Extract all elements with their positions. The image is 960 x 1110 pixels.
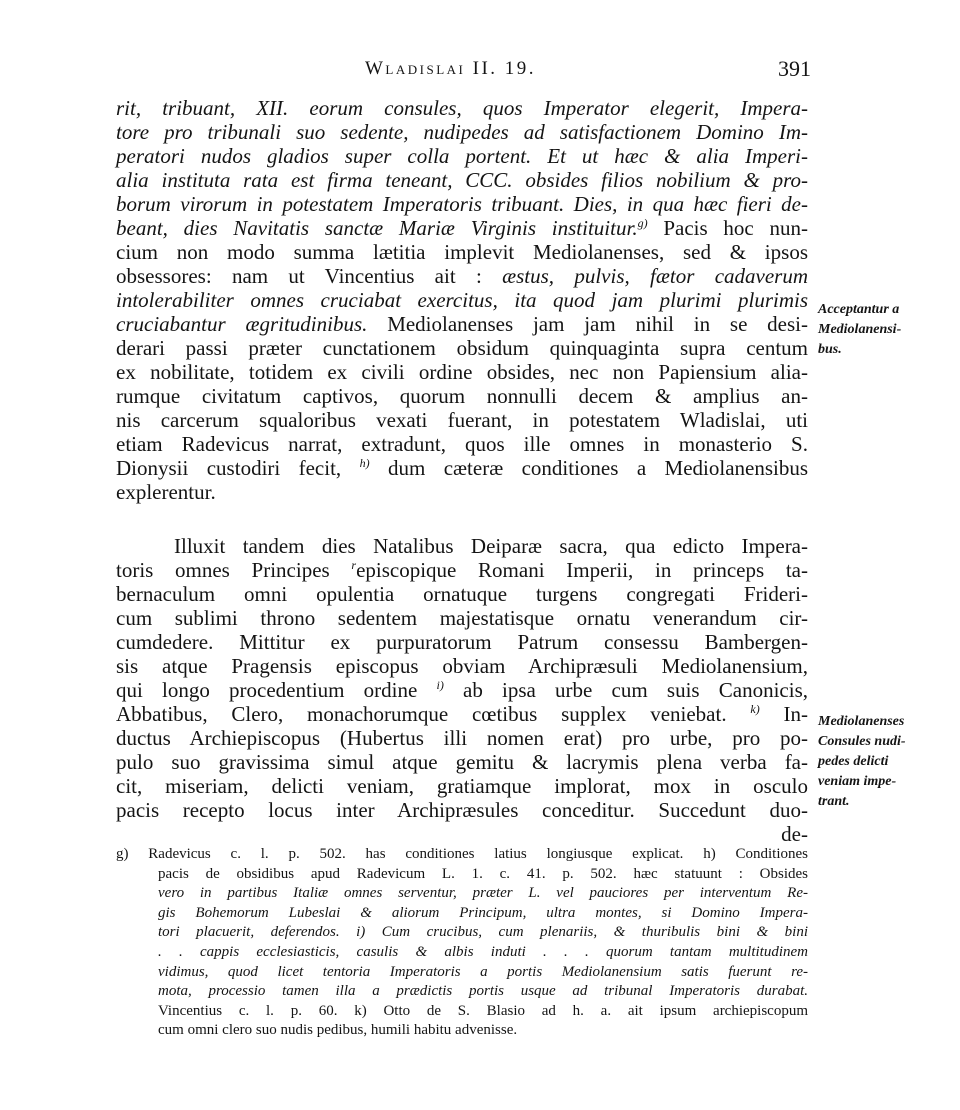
text-span: ab ipsa urbe cum suis Canonicis, [463, 678, 808, 702]
text-line [116, 264, 808, 288]
text-span: Dionysii custodiri fecit, [116, 456, 342, 480]
text-line: ductus Archiepiscopus (Hubertus illi nomen erat) pro urbe, pro po- [116, 726, 808, 750]
footnote-ref-i: i) [436, 678, 444, 692]
footnote-line: pacis de obsidibus apud Radevicum L. 1. c. 41. p. 502. hæc statuunt : Obsides [158, 865, 808, 882]
text-span: Pacis hoc nun- [663, 216, 808, 240]
paragraph-1 [116, 96, 808, 504]
text-line [116, 558, 808, 582]
footnotes [116, 845, 808, 1041]
text-line: pulo suo gravissima simul atque gemitu & lacrymis plena verba fa- [116, 750, 808, 774]
text-line: cit, miseriam, delicti veniam, gratiamque implorat, mox in osculo [116, 774, 808, 798]
text-line [116, 678, 808, 702]
margin-note-line: Mediolanensi- [818, 322, 902, 337]
page-header [0, 58, 960, 88]
footnote-ref-g: g) [637, 216, 648, 230]
text-line: etiam Radevicus narrat, extradunt, quos ille omnes in monasterio S. [116, 432, 808, 456]
text-line: cum sublimi throno sedentem majestatisque ornatu venerandum cir- [116, 606, 808, 630]
text-line: intolerabiliter omnes cruciabat exercitus, ita quod jam plurimi plurimis [116, 288, 808, 312]
footnote-line: gis Bohemorum Lubeslai & aliorum Principum, ultra montes, si Domino Impera- [158, 904, 808, 921]
margin-note-line: trant. [818, 794, 850, 809]
text-span: episcopique Romani Imperii, in princeps ta- [356, 558, 808, 582]
footnote-line: vero in partibus Italiæ omnes serventur, præter L. vel pauciores per interventum Re- [158, 885, 808, 902]
text-line: Illuxit tandem dies Natalibus Deiparæ sacra, qua edicto Impera- [174, 534, 808, 558]
text-line: nis carcerum squaloribus vexati fuerant, in potestatem Wladislai, uti [116, 408, 808, 432]
text-line: pacis recepto locus inter Archipræsules conceditur. Succedunt duo- [116, 798, 808, 822]
footnote-line: Vincentius c. l. p. 60. k) Otto de S. Blasio ad h. a. ait ipsum archiepiscopum [158, 1002, 808, 1019]
quotation: cruciabantur ægritudinibus. [116, 312, 368, 336]
footnote-line: vidimus, quod licet tentoria Imperatoris a portis Mediolanensium satis fuerunt re- [158, 963, 808, 980]
text-line: ex nobilitate, totidem ex civili ordine obsides, nec non Papiensium alia- [116, 360, 808, 384]
text-line [116, 456, 808, 480]
text-line [116, 216, 808, 240]
margin-note-line: pedes delicti [818, 754, 889, 769]
footnote-line: cum omni clero suo nudis pedibus, humili habitu advenisse. [158, 1022, 518, 1039]
footnote-ref-k: k) [750, 702, 760, 716]
footnote-line: tori placuerit, deferendos. i) Cum crucibus, cum plenariis, & thuribulis bini & bini [158, 924, 808, 941]
quotation: æstus, pulvis, fætor cadaverum [502, 264, 808, 288]
text-line: alia instituta rata est firma teneant, CCC. obsides filios nobilium & pro- [116, 168, 808, 192]
text-span: dum cæteræ conditiones a Mediolanensibus [388, 456, 809, 480]
text-line: tore pro tribunali suo sedente, nudipedes ad satisfactionem Domino Im- [116, 120, 808, 144]
text-line: rumque civitatum captivos, quorum nonnulli decem & amplius an- [116, 384, 808, 408]
text-line: rit, tribuant, XII. eorum consules, quos Imperator elegerit, Impera- [116, 96, 808, 120]
text-line: bernaculum omni opulentia ornatuque turgens congregati Frideri- [116, 582, 808, 606]
margin-note-2 [818, 712, 953, 812]
text-span: qui longo procedentium ordine [116, 678, 418, 702]
text-span: obsessores: nam ut Vincentius ait : [116, 264, 482, 288]
page-number: 391 [778, 56, 811, 81]
running-title: Wladislai II. 19. [365, 58, 537, 79]
text-line: peratori nudos gladios super colla portent. Et ut hæc & alia Imperi- [116, 144, 808, 168]
text-line: derari passi præter cunctationem obsidum quinquaginta supra centum [116, 336, 808, 360]
text-line: borum virorum in potestatem Imperatoris tribuant. Dies, in qua hæc fieri de- [116, 192, 808, 216]
paragraph-2 [116, 534, 808, 846]
text-line: sis atque Pragensis episcopus obviam Archipræsuli Mediolanensium, [116, 654, 808, 678]
text-line [116, 312, 808, 336]
text-line: cium non modo summa lætitia implevit Mediolanenses, sed & ipsos [116, 240, 808, 264]
margin-note-line: Mediolanenses [818, 714, 905, 729]
margin-note-line: Consules nudi- [818, 734, 906, 749]
text-line [116, 702, 808, 726]
margin-note-line: bus. [818, 342, 842, 357]
footnote-line: g) Radevicus c. l. p. 502. has conditiones latius longiusque explicat. h) Conditiones [116, 846, 808, 862]
text-span: beant, dies Navitatis sanctæ Mariæ Virginis instituitur. [116, 216, 638, 240]
text-span: In- [783, 702, 809, 726]
text-span: Abbatibus, Clero, monachorumque cœtibus supplex veniebat. [116, 702, 727, 726]
footnote-line: . . cappis ecclesiasticis, casulis & albis induti . . . quorum tantam multitudinem [158, 943, 808, 960]
text-line: explerentur. [116, 480, 216, 504]
text-span: Mediolanenses jam jam nihil in se desi- [387, 312, 808, 336]
footnote-line: mota, processio tamen illa a prædictis portis usque ad tribunal Imperatoris durabat. [158, 983, 808, 1000]
footnote-mark-r: r [351, 558, 357, 572]
margin-note-1 [818, 300, 953, 360]
text-line: cumdedere. Mittitur ex purpuratorum Patrum consessu Bambergen- [116, 630, 808, 654]
margin-note-line: Acceptantur a [818, 302, 900, 317]
text-span: toris omnes Principes [116, 558, 330, 582]
catchword: de- [781, 822, 808, 846]
footnote-ref-h: h) [359, 456, 370, 470]
margin-note-line: veniam impe- [818, 774, 897, 789]
